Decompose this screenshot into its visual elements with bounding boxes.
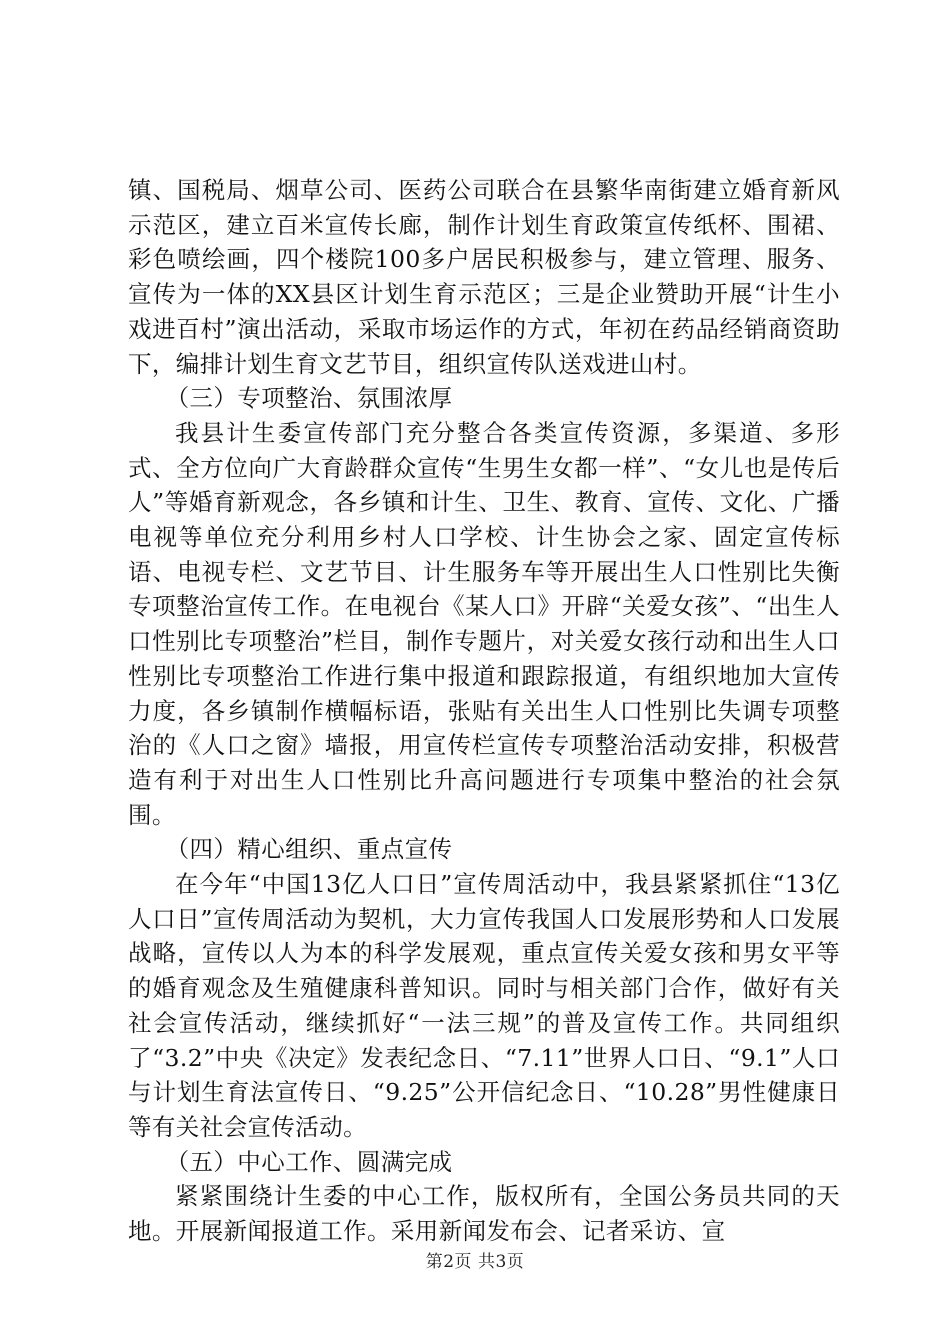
page-footer: 第2页 共3页 — [425, 1252, 525, 1272]
paragraph-continuation: 镇、国税局、烟草公司、医药公司联合在县繁华南街建立婚育新风示范区，建立百米宣传长廊，制作计划生育政策宣传纸杯、围裙、彩色喷绘画，四个楼院100多户居民积极参与，建立管理、服务、宣传为一体的XX县区计划生育示范区；三是企业赞助开展“计生小戏进百村”演出活动，采取市场运作的方式，年初在药品经销商资助下，编排计划生育文艺节目，组织宣传队送戏进山村。 — [128, 176, 840, 378]
paragraph-special-rectification: 我县计生委宣传部门充分整合各类宣传资源，多渠道、多形式、全方位向广大育龄群众宣传“生男生女都一样”、“女儿也是传后人”等婚育新观念，各乡镇和计生、卫生、教育、宣传、文化、广播电视等单位充分利用乡村人口学校、计生协会之家、固定宣传标语、电视专栏、文艺节目、计生服务车等开展出生人口性别比失衡专项整治宣传工作。在电视台《某人口》开辟“关爱女孩”、“出生人口性别比专项整治”栏目，制作专题片，对关爱女孩行动和出生人口性别比专项整治工作进行集中报道和跟踪报道，有组织地加大宣传力度，各乡镇制作横幅标语，张贴有关出生人口性别比失调专项整治的《人口之窗》墙报，用宣传栏宣传专项整治活动安排，积极营造有利于对出生人口性别比升高问题进行专项集中整治的社会氛围。 — [128, 418, 840, 829]
paragraph-central-work: 紧紧围绕计生委的中心工作，版权所有，全国公务员共同的天地。开展新闻报道工作。采用新闻发布会、记者采访、宣 — [128, 1182, 840, 1246]
paragraph-population-day: 在今年“中国13亿人口日”宣传周活动中，我县紧紧抓住“13亿人口日”宣传周活动为契机，大力宣传我国人口发展形势和人口发展战略，宣传以人为本的科学发展观，重点宣传关爱女孩和男女平等的婚育观念及生殖健康科普知识。同时与相关部门合作，做好有关社会宣传活动，继续抓好“一法三规”的普及宣传工作。共同组织了“3.2”中央《决定》发表纪念日、“7.11”世界人口日、“9.1”人口与计划生育法宣传日、“9.25”公开信纪念日、“10.28”男性健康日等有关社会宣传活动。 — [128, 870, 840, 1141]
document-body — [128, 173, 840, 1249]
section-heading-five: （五）中心工作、圆满完成 — [165, 1147, 453, 1176]
section-heading-four: （四）精心组织、重点宣传 — [165, 835, 453, 864]
section-heading-three: （三）专项整治、氛围浓厚 — [165, 384, 453, 413]
